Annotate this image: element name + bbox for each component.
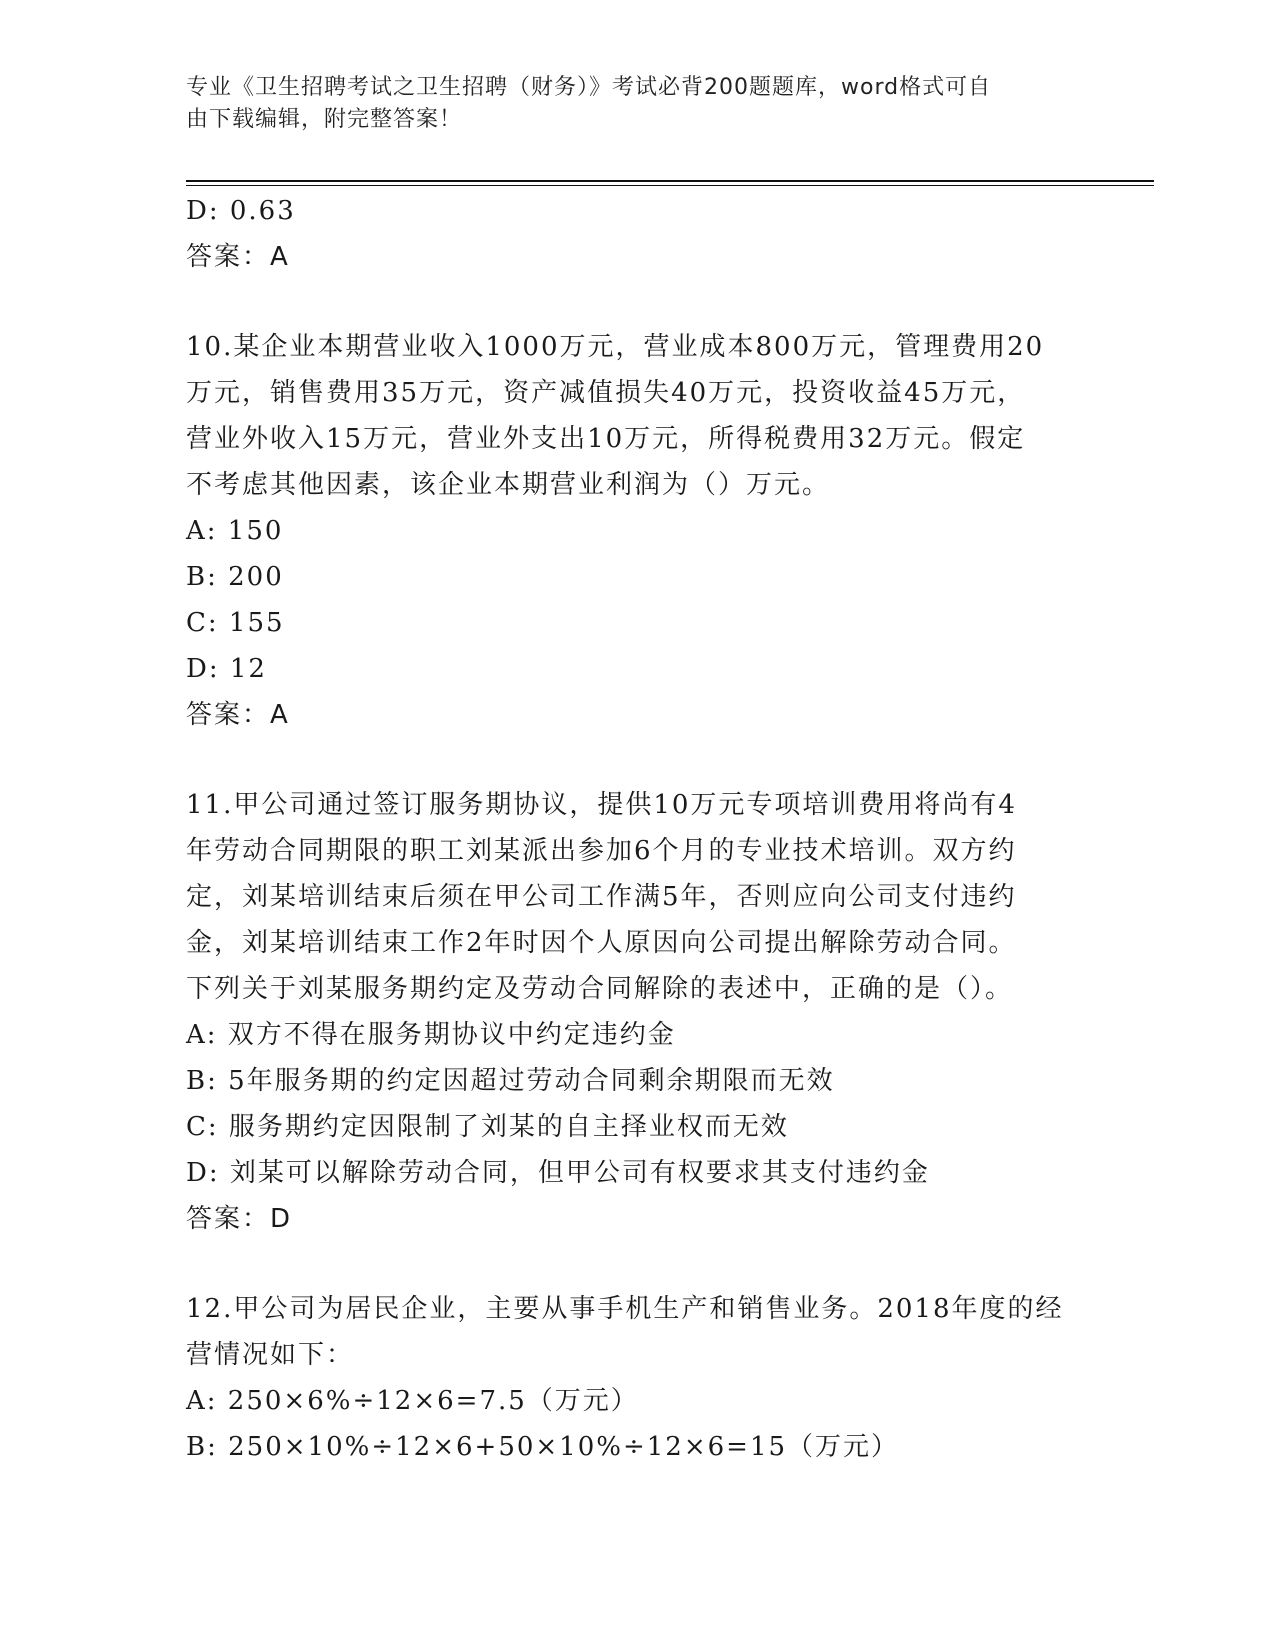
question-stem-line: 11.甲公司通过签订服务期协议，提供10万元专项培训费用将尚有4 — [186, 790, 1017, 820]
prev-question — [186, 188, 1086, 280]
option-a: A: 双方不得在服务期协议中约定违约金 — [186, 1020, 676, 1050]
option-d: D: 0.63 — [186, 196, 296, 226]
question-stem-line: 定，刘某培训结束后须在甲公司工作满5年，否则应向公司支付违约 — [186, 882, 1017, 912]
option-b: B: 5年服务期的约定因超过劳动合同剩余期限而无效 — [186, 1066, 835, 1096]
spacer — [186, 280, 1086, 324]
spacer — [186, 738, 1086, 782]
header-line-1: 专业《卫生招聘考试之卫生招聘（财务）》考试必背200题题库，word格式可自 — [186, 75, 992, 100]
question-10 — [186, 324, 1086, 738]
option-b: B: 250×10%÷12×6+50×10%÷12×6=15（万元） — [186, 1432, 900, 1462]
question-11 — [186, 782, 1086, 1242]
option-c: C: 服务期约定因限制了刘某的自主择业权而无效 — [186, 1112, 789, 1142]
question-stem-line: 下列关于刘某服务期约定及劳动合同解除的表述中，正确的是（）。 — [186, 974, 1014, 1004]
option-c: C: 155 — [186, 608, 285, 638]
answer-line: 答案：A — [186, 700, 290, 730]
question-stem-line: 不考虑其他因素，该企业本期营业利润为（）万元。 — [186, 470, 831, 500]
header-divider-thin — [186, 185, 1154, 186]
question-12 — [186, 1286, 1086, 1470]
header-divider-thick — [186, 180, 1154, 182]
answer-line: 答案：A — [186, 242, 290, 272]
page-header — [186, 72, 1066, 136]
header-line-2: 由下载编辑，附完整答案！ — [186, 107, 463, 132]
question-content — [186, 188, 1086, 1470]
option-b: B: 200 — [186, 562, 284, 592]
question-stem-line: 营业外收入15万元，营业外支出10万元，所得税费用32万元。假定 — [186, 424, 1026, 454]
spacer — [186, 1242, 1086, 1286]
option-d: D: 刘某可以解除劳动合同，但甲公司有权要求其支付违约金 — [186, 1158, 930, 1188]
answer-line: 答案：D — [186, 1204, 293, 1234]
question-stem-line: 万元，销售费用35万元，资产减值损失40万元，投资收益45万元， — [186, 378, 1026, 408]
option-d: D: 12 — [186, 654, 267, 684]
question-stem-line: 12.甲公司为居民企业，主要从事手机生产和销售业务。2018年度的经 — [186, 1294, 1064, 1324]
question-stem-line: 营情况如下： — [186, 1340, 355, 1370]
question-stem-line: 10.某企业本期营业收入1000万元，营业成本800万元，管理费用20 — [186, 332, 1045, 362]
option-a: A: 250×6%÷12×6=7.5（万元） — [186, 1386, 639, 1416]
question-stem-line: 金，刘某培训结束工作2年时因个人原因向公司提出解除劳动合同。 — [186, 928, 1017, 958]
option-a: A: 150 — [186, 516, 284, 546]
question-stem-line: 年劳动合同期限的职工刘某派出参加6个月的专业技术培训。双方约 — [186, 836, 1017, 866]
